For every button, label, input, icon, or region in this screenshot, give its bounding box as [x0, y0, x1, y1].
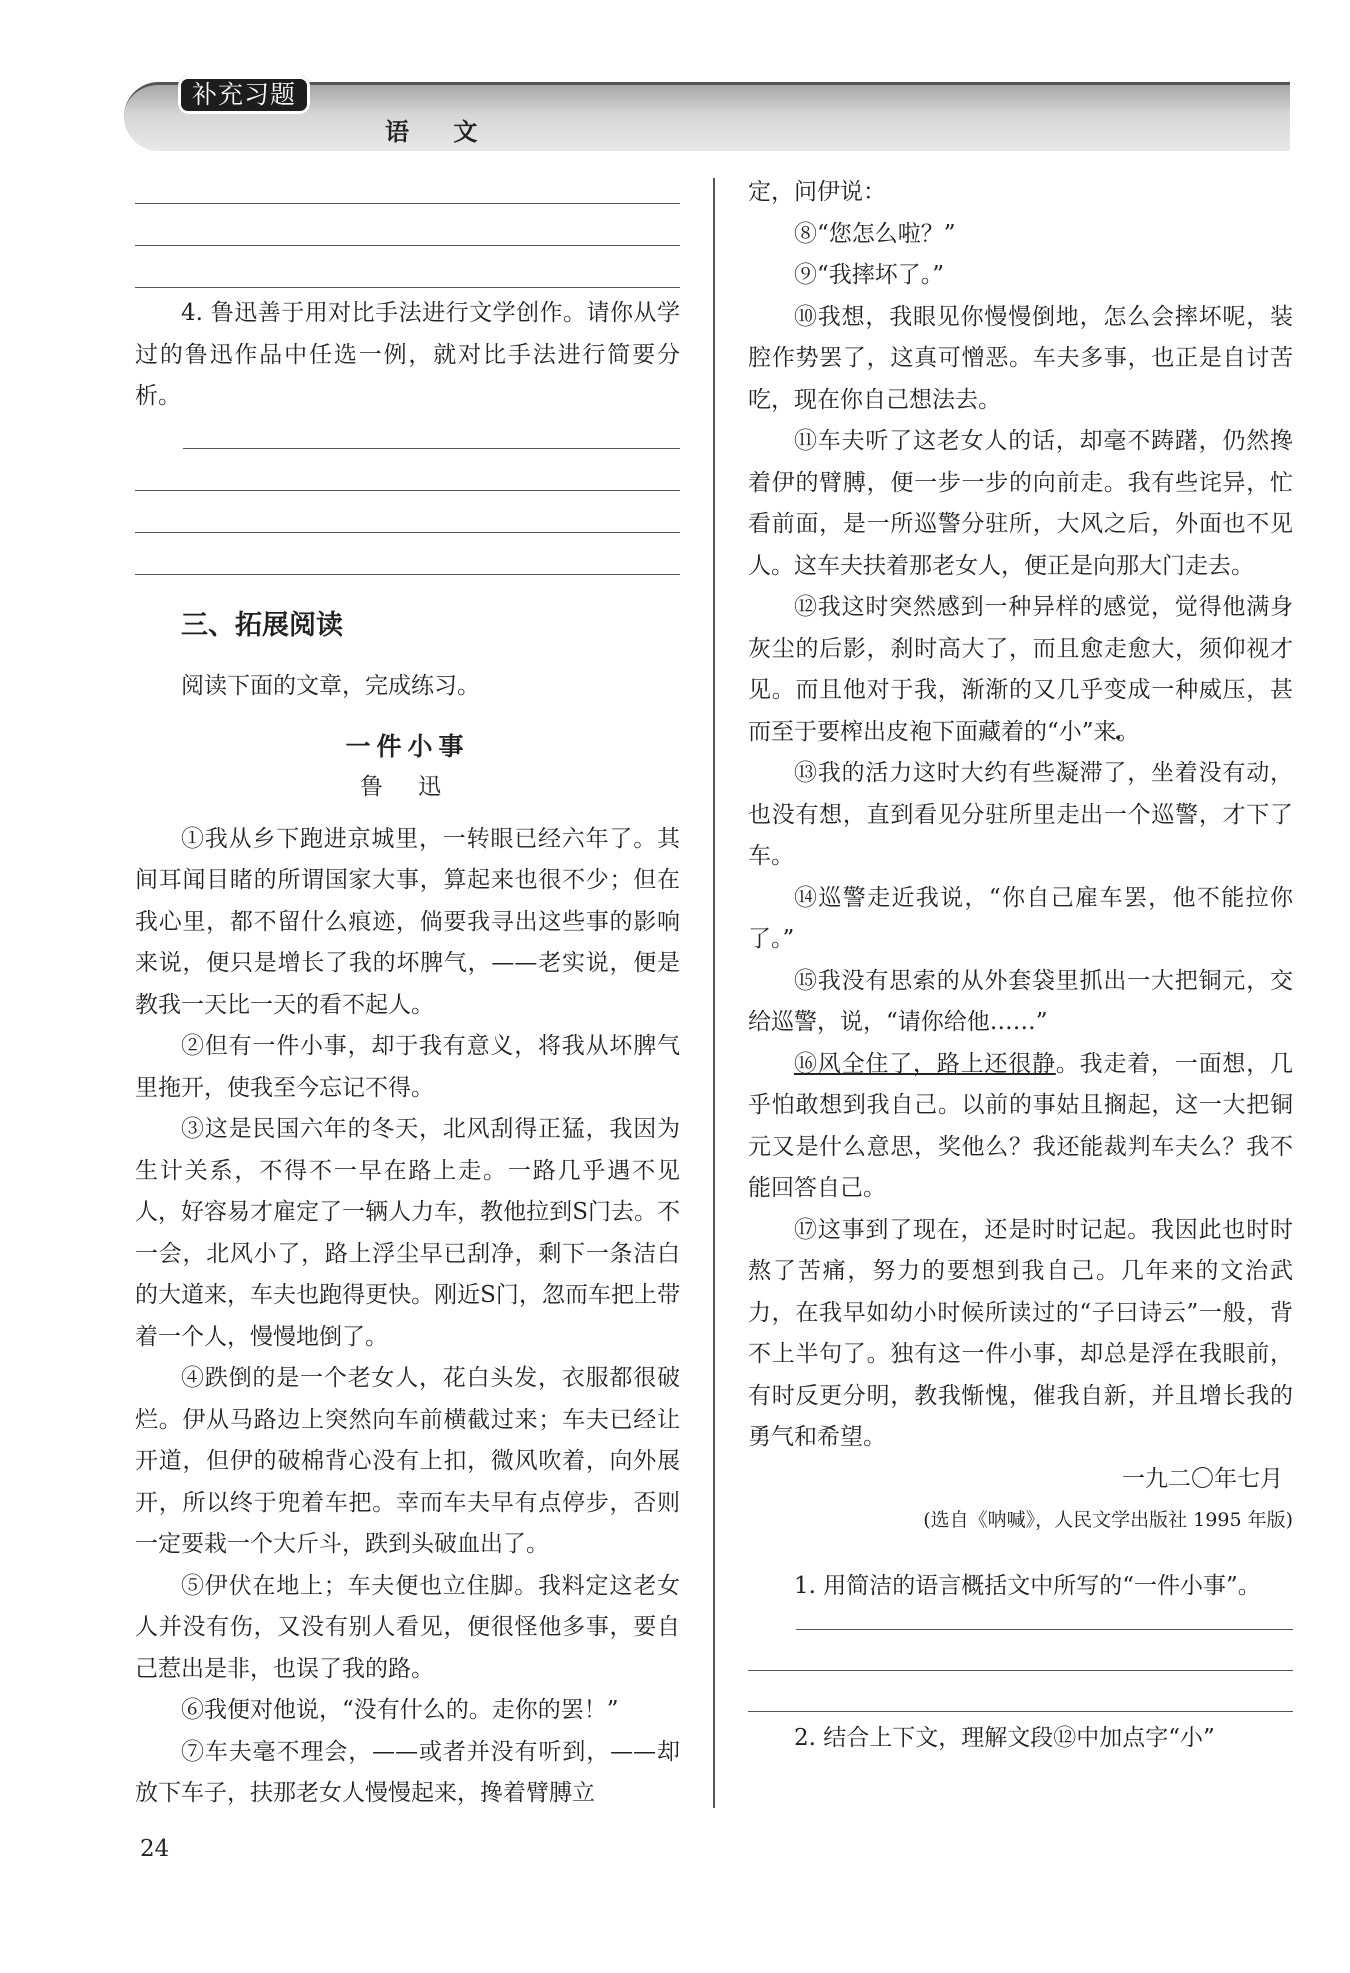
paragraph-16: [748, 1044, 1293, 1210]
paragraph-3: ③这是民国六年的冬天，北风刮得正猛，我因为生计关系，不得不一早在路上走。一路几乎遇不见人，好容易才雇定了一辆人力车，教他拉到S门去。不一会，北风小了，路上浮尘早已刮净，剩下一条洁白的大道来，车夫也跑得更快。刚近S门，忽而车把上带着一个人，慢慢地倒了。: [135, 1116, 680, 1350]
paragraph-12-end: ”来。: [1081, 718, 1140, 745]
paragraph-14: ⑭巡警走近我说，“你自己雇车罢，他不能拉你了。”: [748, 884, 1293, 952]
dotted-character: 小 •: [1059, 719, 1082, 745]
page-number: 24: [140, 1836, 170, 1862]
paragraph-4: ④跌倒的是一个老女人，花白头发，衣服都很破烂。伊从马路边上突然向车前横截过来；车夫已经让开道，但伊的破棉背心没有上扣，微风吹着，向外展开，所以终于兜着车把。幸而车夫早有点停步，否则一定要栽一个大斤斗，跌到头破血出了。: [135, 1365, 680, 1557]
paragraph-9: ⑨“我摔坏了。”: [794, 262, 945, 288]
paragraph-1: ①我从乡下跑进京城里，一转眼已经六年了。其间耳闻目睹的所谓国家大事，算起来也很不少；但在我心里，都不留什么痕迹，倘要我寻出这些事的影响来说，便只是增长了我的坏脾气，——老实说，便是教我一天比一天的看不起人。: [135, 825, 680, 1018]
subject-label: 语 文: [385, 118, 496, 146]
paragraph-7-continued: 定，问伊说：: [748, 179, 886, 205]
paragraph-8: ⑧“您怎么啦？”: [794, 220, 956, 247]
paragraph-12: [748, 587, 1293, 753]
paragraph-17: ⑰这事到了现在，还是时时记起。我因此也时时熬了苦痛，努力的要想到我自己。几年来的文治武力，在我早如幼小时候所读过的“子曰诗云”一般，背不上半句了。独有这一件小事，却总是浮在我眼前，有时反更分明，教我惭愧，催我自新，并且增长我的勇气和希望。: [748, 1216, 1293, 1450]
article-source: (选自《呐喊》，人民文学出版社 1995 年版): [923, 1509, 1293, 1531]
paragraph-15: ⑮我没有思索的从外套袋里抓出一大把铜元，交给巡警，说，“请你给他……”: [748, 967, 1293, 1035]
reading-instruction: 阅读下面的文章，完成练习。: [181, 673, 480, 699]
article-date: 一九二〇年七月: [1122, 1465, 1283, 1492]
question-2: 2. 结合上下文，理解文段⑫中加点字“小”: [794, 1725, 1215, 1751]
right-column: [748, 172, 1293, 1760]
paragraph-16-text: 。我走着，一面想，几乎怕敢想到我自己。以前的事姑且搁起，这一大把铜元又是什么意思，奖他么？我还能裁判车夫么？我不能回答自己。: [748, 1050, 1294, 1201]
paragraph-10: ⑩我想，我眼见你慢慢倒地，怎么会摔坏呢，装腔作势罢了，这真可憎恶。车夫多事，也正是自讨苦吃，现在你自己想法去。: [748, 303, 1293, 413]
paragraph-2: ②但有一件小事，却于我有意义，将我从坏脾气里拖开，使我至今忘记不得。: [135, 1033, 680, 1101]
paragraph-5: ⑤伊伏在地上；车夫便也立住脚。我料定这老女人并没有伤，又没有别人看见，便很怪他多事，要自己惹出是非，也误了我的路。: [135, 1572, 680, 1682]
section-title: 三、拓展阅读: [181, 609, 343, 641]
left-column: [135, 178, 680, 1815]
paragraph-12-text: ⑫我这时突然感到一种异样的感觉，觉得他满身灰尘的后影，刹时高大了，而且愈走愈大，须仰视才见。而且他对于我，渐渐的又几乎变成一种威压，甚而至于要榨出皮袍下面藏着的“: [748, 594, 1293, 745]
question-4: 4. 鲁迅善于用对比手法进行文学创作。请你从学过的鲁迅作品中任选一例，就对比手法进行简要分析。: [135, 300, 680, 409]
question-1: 1. 用简洁的语言概括文中所写的“一件小事”。: [794, 1572, 1261, 1599]
section-badge: 补充习题: [178, 76, 310, 114]
paragraph-11: ⑪车夫听了这老女人的话，却毫不踌躇，仍然搀着伊的臂膊，便一步一步的向前走。我有些诧异，忙看前面，是一所巡警分驻所，大风之后，外面也不见人。这车夫扶着那老女人，便正是向那大门走去。: [748, 428, 1293, 579]
paragraph-6: ⑥我便对他说，“没有什么的。走你的罢！”: [181, 1697, 619, 1723]
underlined-sentence: ⑯风全住了，路上还很静: [794, 1050, 1056, 1077]
column-divider: [713, 178, 715, 1808]
article-author: 鲁 迅: [359, 774, 456, 800]
paragraph-7: ⑦车夫毫不理会，——或者并没有听到，——却放下车子，扶那老女人慢慢起来，搀着臂膊立: [135, 1738, 680, 1806]
article-title: 一件小事: [345, 731, 470, 761]
paragraph-13: ⑬我的活力这时大约有些凝滞了，坐着没有动，也没有想，直到看见分驻所里走出一个巡警，才下了车。: [748, 760, 1293, 869]
